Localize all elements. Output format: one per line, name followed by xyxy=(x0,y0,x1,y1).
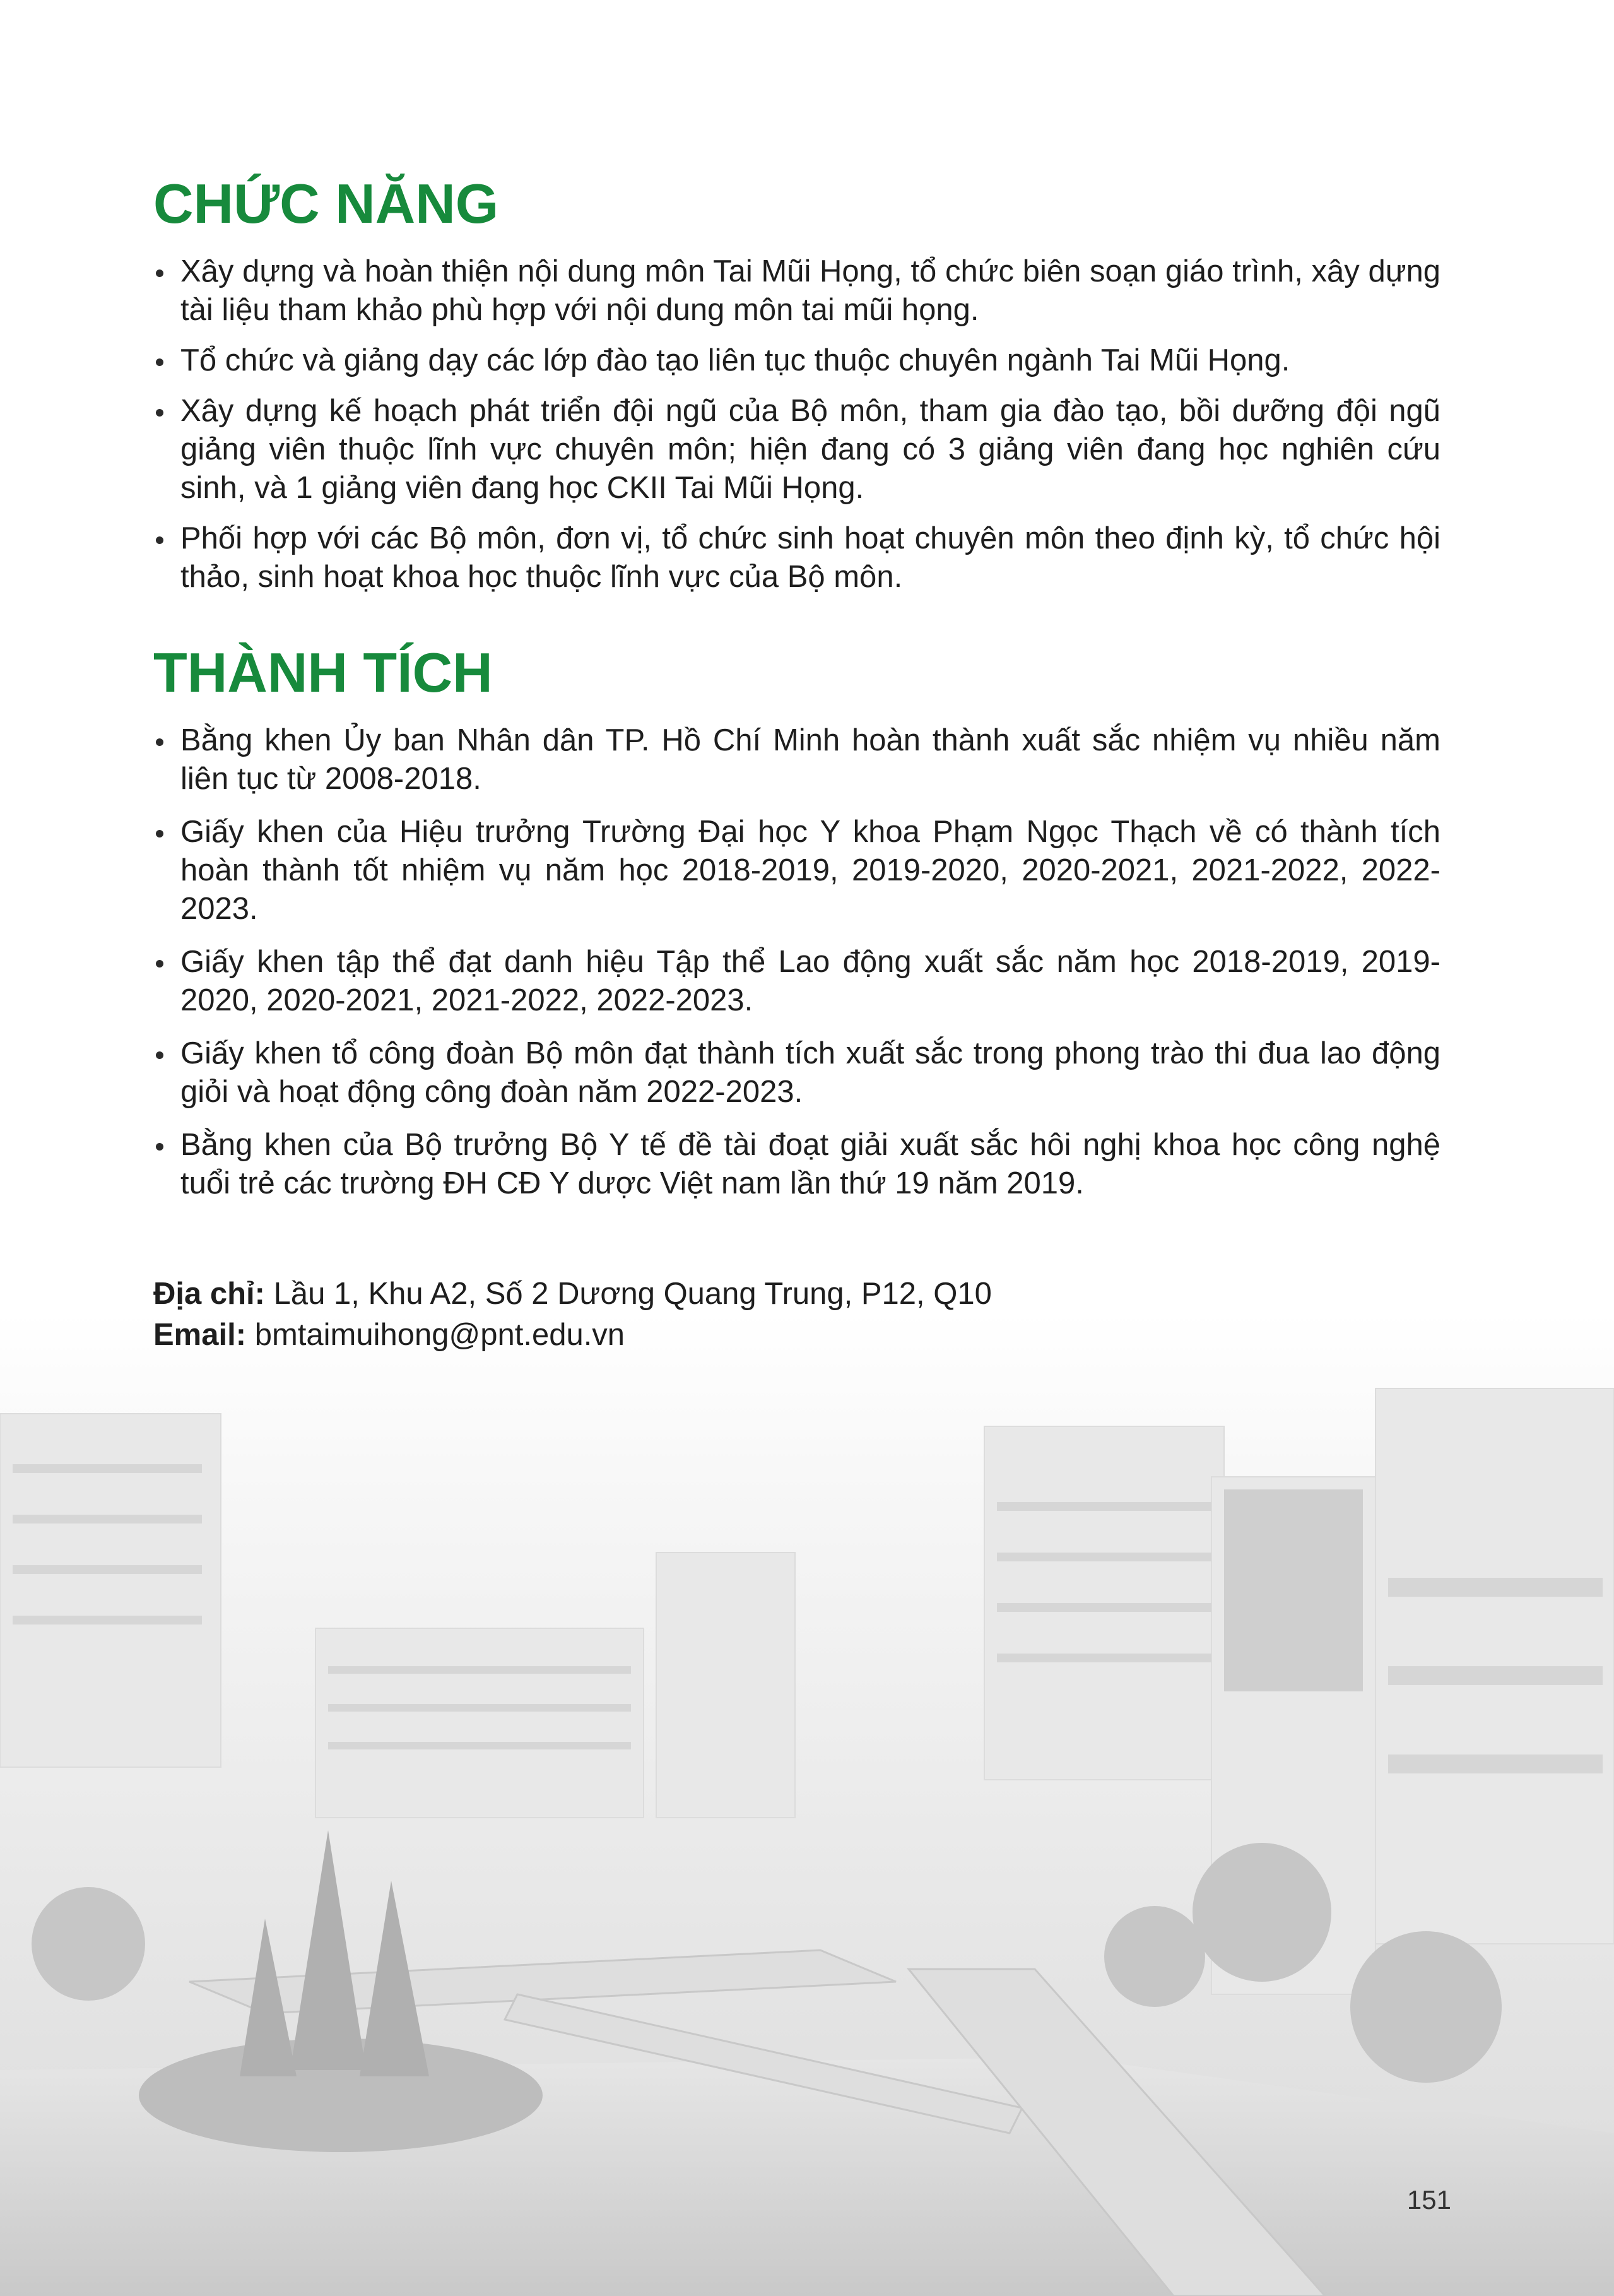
address-label: Địa chỉ: xyxy=(153,1277,265,1311)
list-item: Bằng khen của Bộ trưởng Bộ Y tế đề tài đoạt giải xuất sắc hôi nghị khoa học công nghệ tuổi trẻ các trường ĐH CĐ Y dược Việt nam lần thứ 19 năm 2019. xyxy=(153,1126,1440,1203)
thanh-tich-list xyxy=(153,721,1440,1203)
section-heading-chuc-nang: CHỨC NĂNG xyxy=(153,172,499,235)
page-content xyxy=(153,169,1440,1356)
address-value: Lầu 1, Khu A2, Số 2 Dương Quang Trung, P12, Q10 xyxy=(273,1277,992,1311)
section-heading-thanh-tich: THÀNH TÍCH xyxy=(153,641,493,704)
list-item: Phối hợp với các Bộ môn, đơn vị, tổ chức sinh hoạt chuyên môn theo định kỳ, tổ chức hội thảo, sinh hoạt khoa học thuộc lĩnh vực của Bộ môn. xyxy=(153,519,1440,596)
list-item: Giấy khen của Hiệu trưởng Trường Đại học Y khoa Phạm Ngọc Thạch về có thành tích hoàn thành tốt nhiệm vụ năm học 2018-2019, 2019-2020, 2020-2021, 2021-2022, 2022-2023. xyxy=(153,813,1440,928)
email-label: Email: xyxy=(153,1318,247,1352)
list-item: Giấy khen tập thể đạt danh hiệu Tập thể Lao động xuất sắc năm học 2018-2019, 2019-2020, 2020-2021, 2021-2022, 2022-2023. xyxy=(153,943,1440,1020)
email-value[interactable]: bmtaimuihong@pnt.edu.vn xyxy=(254,1318,625,1352)
chuc-nang-list xyxy=(153,252,1440,596)
address-line xyxy=(153,1274,1440,1315)
campus-background-illustration xyxy=(0,1313,1614,2296)
list-item: Giấy khen tổ công đoàn Bộ môn đạt thành tích xuất sắc trong phong trào thi đua lao động giỏi và hoạt động công đoàn năm 2022-2023. xyxy=(153,1034,1440,1111)
list-item: Xây dựng và hoàn thiện nội dung môn Tai Mũi Họng, tổ chức biên soạn giáo trình, xây dựng tài liệu tham khảo phù hợp với nội dung môn tai mũi họng. xyxy=(153,252,1440,329)
contact-info xyxy=(153,1274,1440,1356)
list-item: Xây dựng kế hoạch phát triển đội ngũ của Bộ môn, tham gia đào tạo, bồi dưỡng đội ngũ giảng viên thuộc lĩnh vực chuyên môn; hiện đang có 3 giảng viên đang học nghiên cứu sinh, và 1 giảng viên đang học CKII Tai Mũi Họng. xyxy=(153,392,1440,507)
list-item: Tổ chức và giảng dạy các lớp đào tạo liên tục thuộc chuyên ngành Tai Mũi Họng. xyxy=(153,341,1440,380)
email-line xyxy=(153,1315,1440,1356)
page-number: 151 xyxy=(1406,2185,1451,2215)
list-item: Bằng khen Ủy ban Nhân dân TP. Hồ Chí Minh hoàn thành xuất sắc nhiệm vụ nhiều năm liên tục từ 2008-2018. xyxy=(153,721,1440,798)
